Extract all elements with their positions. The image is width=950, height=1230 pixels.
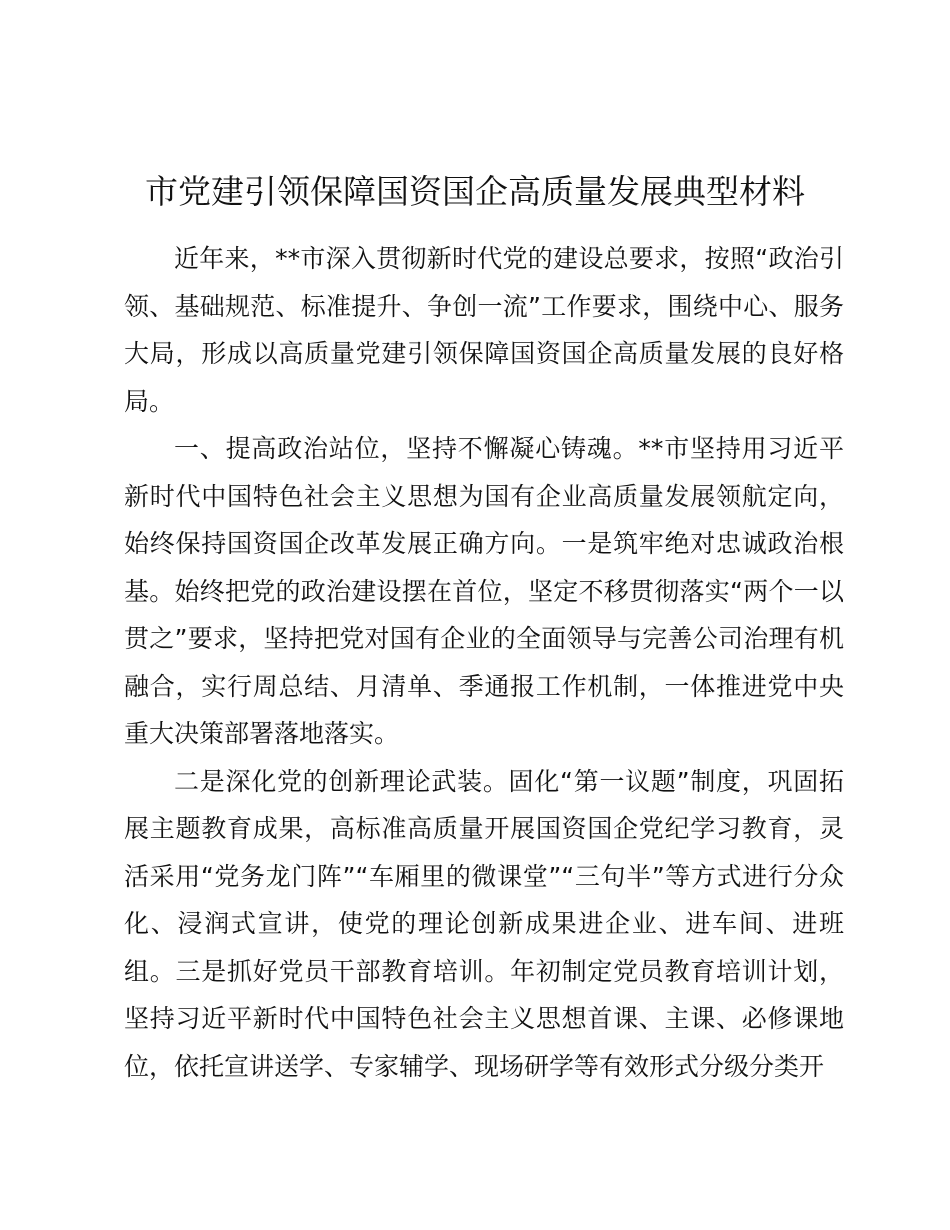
document-title: 市党建引领保障国资国企高质量发展典型材料 [145,172,805,211]
paragraph-intro: 近年来，**市深入贯彻新时代党的建设总要求，按照“政治引领、基础规范、标准提升、争创一流”工作要求，围绕中心、服务大局，形成以高质量党建引领保障国资国企高质量发展的良好格局。 [124,244,844,416]
document-body [124,235,844,1090]
paragraph-political-position: 一、提高政治站位，坚持不懈凝心铸魂。**市坚持用习近平新时代中国特色社会主义思想为国有企业高质量发展领航定向，始终保持国资国企改革发展正确方向。一是筑牢绝对忠诚政治根基。始终把党的政治建设摆在首位，坚定不移贯彻落实“两个一以贯之”要求，坚持把党对国有企业的全面领导与完善公司治理有机融合，实行周总结、月清单、季通报工作机制，一体推进党中央重大决策部署落地落实。 [124,434,844,748]
paragraph-theory-training: 二是深化党的创新理论武装。固化“第一议题”制度，巩固拓展主题教育成果，高标准高质量开展国资国企党纪学习教育，灵活采用“党务龙门阵”“车厢里的微课堂”“三句半”等方式进行分众化、浸润式宣讲，使党的理论创新成果进企业、进车间、进班组。三是抓好党员干部教育培训。年初制定党员教育培训计划，坚持习近平新时代中国特色社会主义思想首课、主课、必修课地位，依托宣讲送学、专家辅学、现场研学等有效形式分级分类开 [124,766,844,1081]
